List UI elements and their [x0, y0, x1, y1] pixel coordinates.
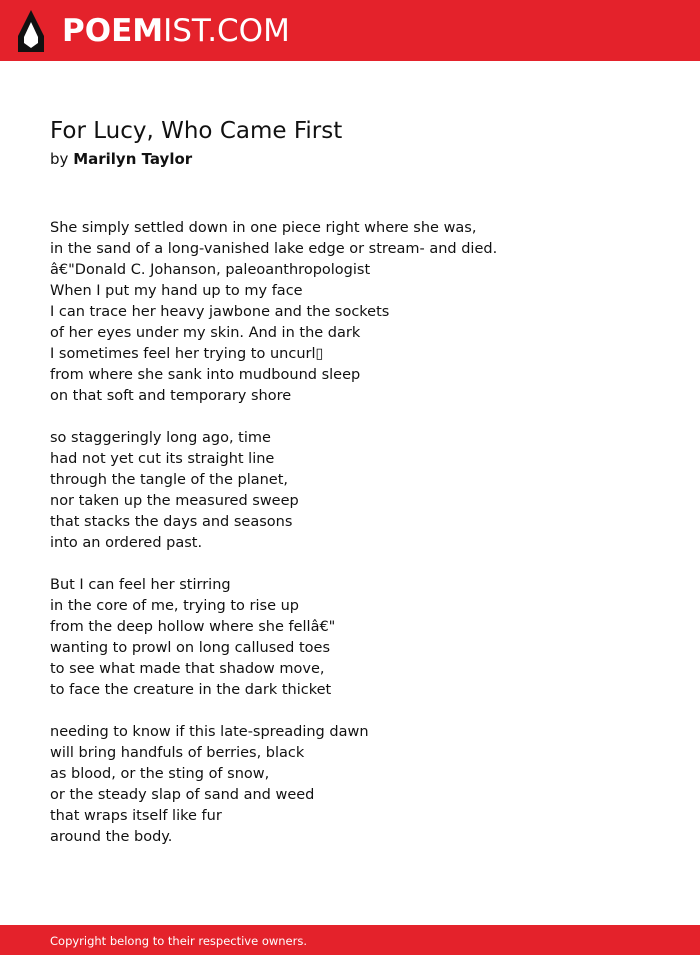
poem-line: had not yet cut its straight line [50, 451, 275, 467]
logo-text-bold: POEM [62, 13, 164, 49]
poem-line: on that soft and temporary shore [50, 388, 292, 404]
copyright-text: Copyright belong to their respective owners. [50, 934, 308, 948]
poem-line: When I put my hand up to my face [50, 283, 303, 299]
poem-line: needing to know if this late-spreading dawn [50, 724, 369, 740]
byline [50, 148, 192, 170]
poem-line: in the sand of a long-vanished lake edge or stream- and died. [50, 241, 498, 257]
poem-line: But I can feel her stirring [50, 577, 231, 593]
poem-title: For Lucy, Who Came First [50, 118, 343, 144]
poem-line: to face the creature in the dark thicket [50, 682, 332, 698]
poem-line: from the deep hollow where she fellâ€" [50, 619, 336, 635]
poem-line: that wraps itself like fur [50, 808, 222, 824]
logo-text-light: IST.COM [163, 13, 290, 49]
poem-line: â€"Donald C. Johanson, paleoanthropologist [50, 262, 371, 278]
poem-line: into an ordered past. [50, 535, 203, 551]
stanza [50, 575, 670, 701]
poem-line: as blood, or the sting of snow, [50, 766, 270, 782]
pencil-icon[interactable] [18, 10, 44, 52]
poem-line: or the steady slap of sand and weed [50, 787, 315, 803]
poem-line: in the core of me, trying to rise up [50, 598, 299, 614]
poem-line: from where she sank into mudbound sleep [50, 367, 361, 383]
poem-line: I sometimes feel her trying to uncurl▯ [50, 346, 324, 362]
poem-body [50, 218, 670, 869]
poem-line: will bring handfuls of berries, black [50, 745, 305, 761]
stanza [50, 218, 670, 407]
poem-line: through the tangle of the planet, [50, 472, 289, 488]
poem-line: She simply settled down in one piece right where she was, [50, 220, 477, 236]
author-name: Marilyn Taylor [73, 150, 193, 168]
poem-line: that stacks the days and seasons [50, 514, 293, 530]
poem-line: nor taken up the measured sweep [50, 493, 299, 509]
stanza [50, 722, 670, 848]
site-footer [0, 925, 700, 955]
byline-prefix: by [50, 150, 69, 168]
poem-line: so staggeringly long ago, time [50, 430, 271, 446]
site-logo[interactable] [62, 11, 290, 51]
poem-line: of her eyes under my skin. And in the dark [50, 325, 361, 341]
stanza [50, 428, 670, 554]
poem-line: I can trace her heavy jawbone and the sockets [50, 304, 390, 320]
site-header [0, 0, 700, 61]
poem-line: to see what made that shadow move, [50, 661, 325, 677]
poem-line: around the body. [50, 829, 173, 845]
poem-line: wanting to prowl on long callused toes [50, 640, 331, 656]
